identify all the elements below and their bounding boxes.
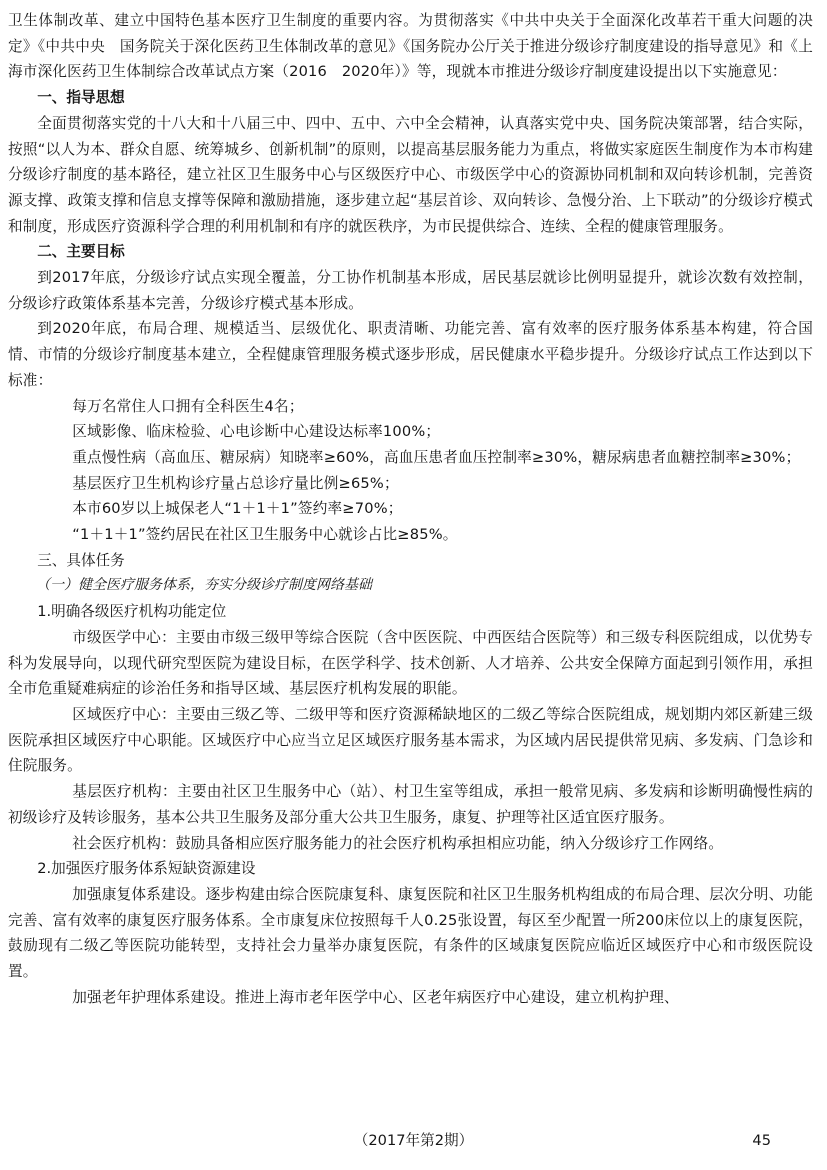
item-heading-function-positioning: 1.明确各级医疗机构功能定位 [37,603,227,621]
document-body [8,8,813,1010]
section-heading-guiding-ideology: 一、指导思想 [37,89,125,107]
paragraph-regional-medical-center: 区域医疗中心：主要由三级乙等、二级甲等和医疗资源稀缺地区的二级乙等综合医院组成，规划期内郊区新建三级医院承担区域医疗中心职能。区域医疗中心应当立足区域医疗服务基本需求，为区域内居民提供常见病、多发病、门急诊和住院服务。 [8,705,813,775]
paragraph-municipal-medical-center: 市级医学中心：主要由市级三级甲等综合医院（含中医医院、中西医结合医院等）和三级专科医院组成，以优势专科为发展导向，以现代研究型医院为建设目标，在医学科学、技术创新、人才培养、公共安全保障方面起到引领作用，承担全市危重疑难病症的诊治任务和指导区域、基层医疗机构发展的职能。 [8,628,813,698]
target-item-chronic-disease: 重点慢性病（高血压、糖尿病）知晓率≥60%，高血压患者血压控制率≥30%，糖尿病患者血糖控制率≥30%； [72,448,801,466]
footer-issue-label: （2017年第2期） [353,1132,474,1149]
paragraph-rehabilitation-system: 加强康复体系建设。逐步构建由综合医院康复科、康复医院和社区卫生服务机构组成的布局合理、层次分明、功能完善、富有效率的康复医疗服务体系。全市康复床位按照每千人0.25张设置，每区至少配置一所200床位以上的康复医院，鼓励现有二级乙等医院功能转型，支持社会力量举办康复医院，有条件的区域康复医院应临近区域医疗中心和市级医院设置。 [8,885,813,981]
paragraph-goal-2017: 到2017年底，分级诊疗试点实现全覆盖，分工协作机制基本形成，居民基层就诊比例明显提升，就诊次数有效控制，分级诊疗政策体系基本完善，分级诊疗模式基本形成。 [8,269,813,312]
section-heading-specific-tasks: 三、具体任务 [37,551,125,569]
paragraph-goal-2020: 到2020年底，布局合理、规模适当、层级优化、职责清晰、功能完善、富有效率的医疗服务体系基本构建，符合国情、市情的分级诊疗制度基本建立，全程健康管理服务模式逐步形成，居民健康水平稳步提升。分级诊疗试点工作达到以下标准： [8,320,813,389]
paragraph-social-institutions: 社会医疗机构：鼓励具备相应医疗服务能力的社会医疗机构承担相应功能，纳入分级诊疗工作网络。 [72,834,724,852]
target-item-community-visit-share: “1＋1＋1”签约居民在社区卫生服务中心就诊占比≥85%。 [72,526,458,544]
target-item-signing-rate: 本市60岁以上城保老人“1＋1＋1”签约率≥70%； [72,500,403,518]
target-item-gp-ratio: 每万名常住人口拥有全科医生4名； [72,397,304,415]
page-footer [0,1128,827,1154]
section-heading-main-goals: 二、主要目标 [37,243,125,261]
target-item-regional-centers: 区域影像、临床检验、心电诊断中心建设达标率100%； [72,423,441,441]
lead-paragraph: 卫生体制改革、建立中国特色基本医疗卫生制度的重要内容。为贯彻落实《中共中央关于全面深化改革若干重大问题的决定》《中共中央 国务院关于深化医药卫生体制改革的意见》《国务院办公厅关于推进分级诊疗制度建设的指导意见》和《上海市深化医药卫生体制综合改革试点方案（2016 2020年）》等，现就本市推进分级诊疗制度建设提出以下实施意见： [8,12,813,81]
target-item-grassroots-share: 基层医疗卫生机构诊疗量占总诊疗量比例≥65%； [72,474,399,492]
paragraph-elderly-care-system: 加强老年护理体系建设。推进上海市老年医学中心、区老年病医疗中心建设，建立机构护理、 [72,988,679,1006]
paragraph-grassroots-institutions: 基层医疗机构：主要由社区卫生服务中心（站）、村卫生室等组成，承担一般常见病、多发病和诊断明确慢性病的初级诊疗及转诊服务，基本公共卫生服务及部分重大公共卫生服务，康复、护理等社区适宜医疗服务。 [8,783,813,826]
subsection-heading-service-system: （一）健全医疗服务体系，夯实分级诊疗制度网络基础 [36,577,372,594]
footer-page-number: 45 [752,1132,771,1149]
paragraph-guiding-ideology: 全面贯彻落实党的十八大和十八届三中、四中、五中、六中全会精神，认真落实党中央、国务院决策部署，结合实际，按照“以人为本、群众自愿、统筹城乡、创新机制”的原则，以提高基层服务能力为重点，将做实家庭医生制度作为本市构建分级诊疗制度的基本路径，建立社区卫生服务中心与区级医疗中心、市级医学中心的资源协同机制和双向转诊机制，完善资源支撑、政策支撑和信息支撑等保障和激励措施，逐步建立起“基层首诊、双向转诊、急慢分治、上下联动”的分级诊疗模式和制度，形成医疗资源科学合理的利用机制和有序的就医秩序，为市民提供综合、连续、全程的健康管理服务。 [8,114,813,235]
item-heading-shortage-resources: 2.加强医疗服务体系短缺资源建设 [37,860,256,878]
